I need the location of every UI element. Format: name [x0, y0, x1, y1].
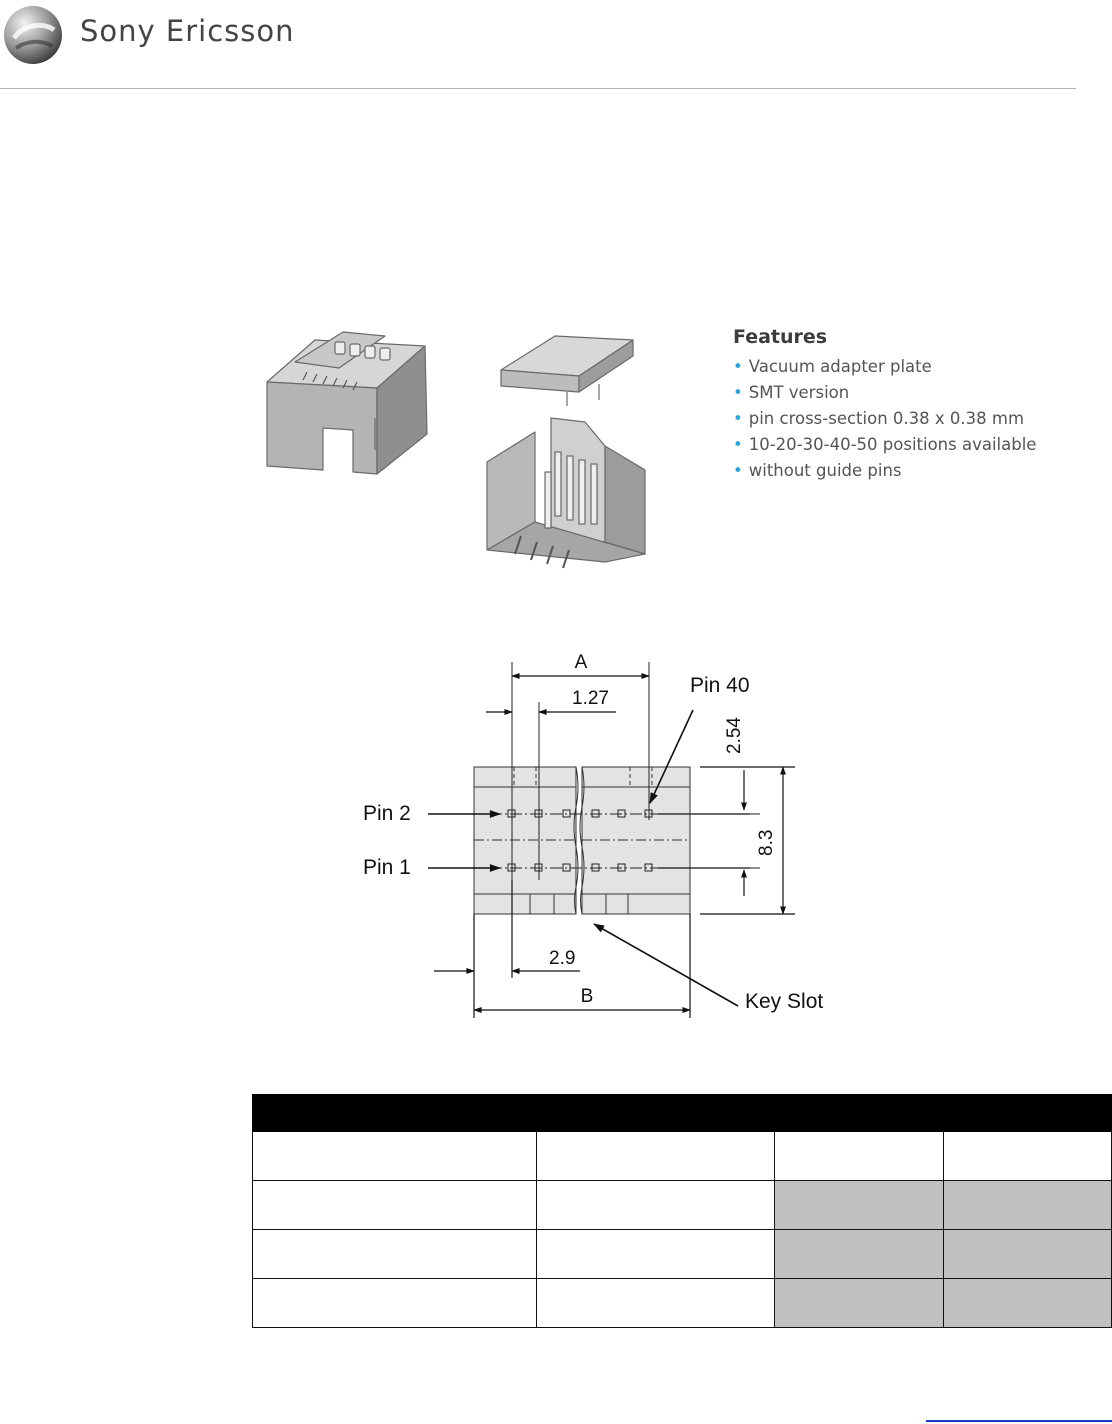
offset-label: 2.9: [549, 948, 576, 969]
connector-product-illustration: [255, 322, 675, 572]
feature-item: [733, 406, 1036, 432]
table-cell: [253, 1181, 537, 1230]
table-row: [253, 1181, 1112, 1230]
table-cell: [537, 1279, 775, 1328]
table-header-cell: [775, 1095, 944, 1132]
dimension-drawing: [340, 640, 860, 1030]
vacuum-adapter-connector-render: [267, 332, 427, 474]
brand-name: Sony Ericsson: [80, 14, 295, 48]
feature-item: [733, 432, 1036, 458]
table-cell: [537, 1230, 775, 1279]
bullet-icon: •: [733, 409, 743, 428]
table-header-row: [253, 1095, 1112, 1132]
feature-item: [733, 354, 1036, 380]
table-cell-shaded: [775, 1181, 944, 1230]
features-heading: Features: [733, 326, 828, 348]
table-cell: [944, 1132, 1112, 1181]
table-cell: [537, 1132, 775, 1181]
table-header-cell: [944, 1095, 1112, 1132]
dim-a-label: A: [574, 652, 588, 673]
table-cell-shaded: [775, 1230, 944, 1279]
bullet-icon: •: [733, 357, 743, 376]
sony-ericsson-logo-icon: [2, 4, 64, 66]
table-row: [253, 1279, 1112, 1328]
table-row: [253, 1132, 1112, 1181]
dim-b-label: B: [580, 986, 594, 1007]
feature-text: 10-20-30-40-50 positions available: [748, 435, 1037, 454]
table-header-cell: [253, 1095, 537, 1132]
header-divider: [0, 88, 1076, 89]
connector-body: [474, 767, 690, 914]
key-slot-label: Key Slot: [745, 990, 824, 1013]
spec-table: [252, 1094, 1112, 1328]
features-list: [733, 354, 1036, 484]
feature-item: [733, 458, 1036, 484]
pitch-label: 1.27: [572, 688, 609, 709]
feature-text: Vacuum adapter plate: [748, 357, 932, 376]
table-cell: [537, 1181, 775, 1230]
bullet-icon: •: [733, 461, 743, 480]
table-cell-shaded: [775, 1279, 944, 1328]
table-cell-shaded: [944, 1230, 1112, 1279]
feature-text: pin cross-section 0.38 x 0.38 mm: [748, 409, 1025, 428]
table-cell: [253, 1230, 537, 1279]
table-cell: [775, 1132, 944, 1181]
feature-item: [733, 380, 1036, 406]
table-header-cell: [537, 1095, 775, 1132]
smt-header-render: [487, 418, 645, 568]
feature-text: without guide pins: [748, 461, 902, 480]
pin-2-label: Pin 2: [363, 802, 411, 825]
table-row: [253, 1230, 1112, 1279]
table-cell-shaded: [944, 1181, 1112, 1230]
footer-link[interactable]: [926, 1396, 1112, 1422]
table-cell: [253, 1132, 537, 1181]
row-pitch-label: 2.54: [724, 717, 745, 754]
height-label: 8.3: [756, 829, 777, 856]
table-cell-shaded: [944, 1279, 1112, 1328]
pin-40-label: Pin 40: [690, 674, 750, 697]
adapter-plate-render: [501, 336, 633, 406]
features-panel: [733, 326, 1036, 484]
table-cell: [253, 1279, 537, 1328]
bullet-icon: •: [733, 435, 743, 454]
bullet-icon: •: [733, 383, 743, 402]
feature-text: SMT version: [748, 383, 850, 402]
pin-1-label: Pin 1: [363, 856, 411, 879]
